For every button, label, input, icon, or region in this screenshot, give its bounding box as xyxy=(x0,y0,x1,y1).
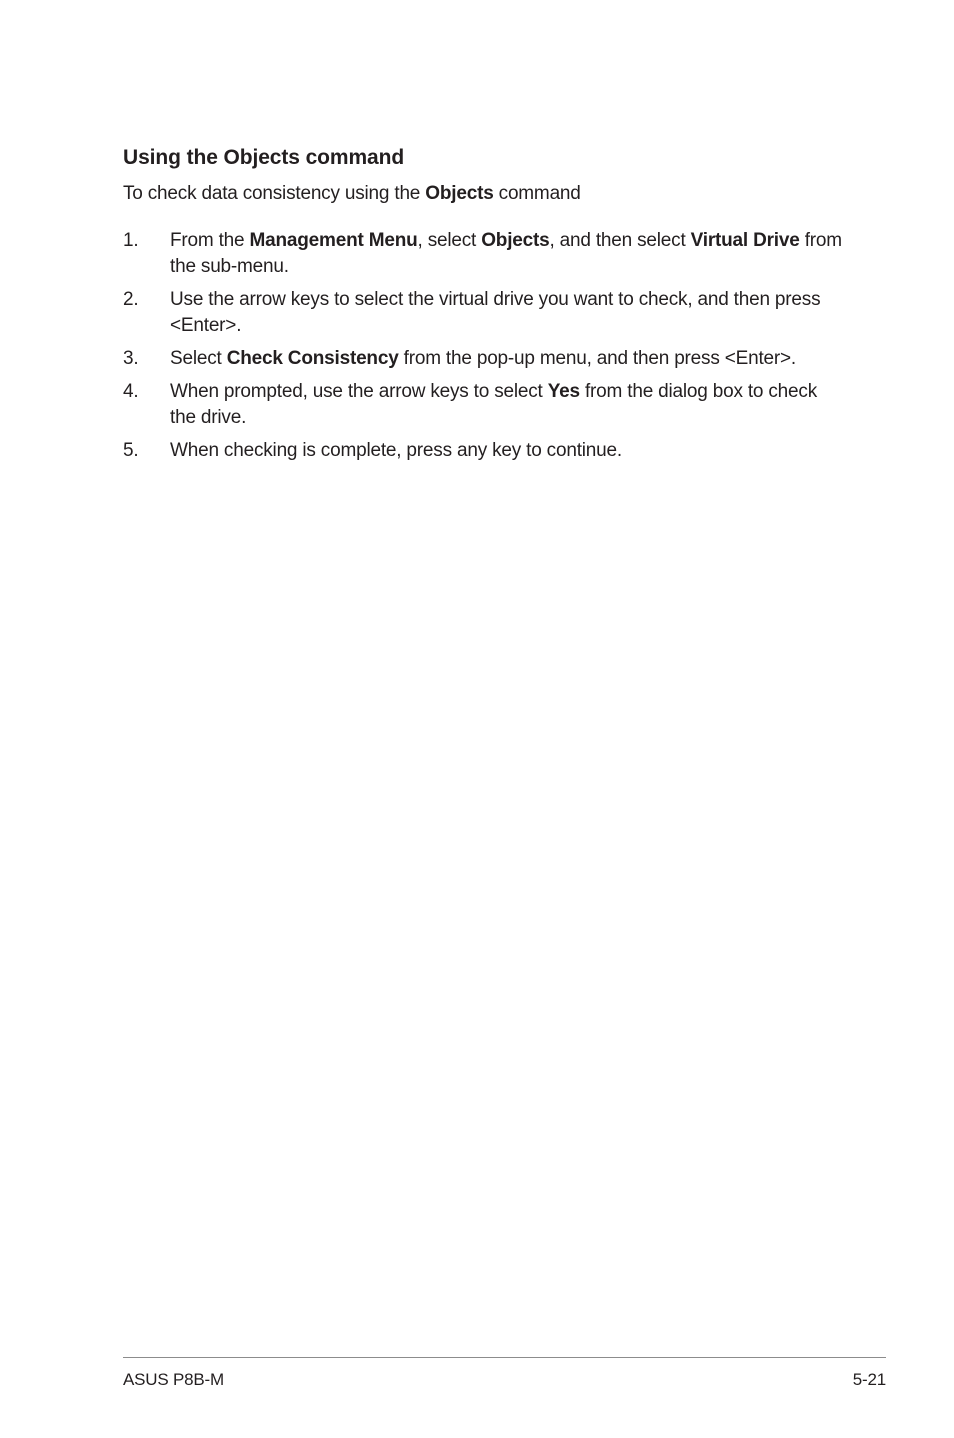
intro-bold-objects: Objects xyxy=(425,183,494,204)
step-number: 5. xyxy=(123,440,139,461)
footer-page-number: 5-21 xyxy=(852,1370,886,1389)
footer-divider xyxy=(123,1357,886,1358)
intro-text-after: command xyxy=(493,183,581,204)
step-text-part: from the dialog box to check the drive. xyxy=(170,381,817,428)
step-text-part: from the pop-up menu, and then press <Enter>. xyxy=(398,348,797,369)
step-bold-management-menu: Management Menu xyxy=(249,230,418,251)
step-4 xyxy=(123,379,843,431)
step-3 xyxy=(123,346,843,372)
step-text-part: When prompted, use the arrow keys to select xyxy=(170,381,548,402)
step-text-part: Select xyxy=(170,348,227,369)
step-bold-objects: Objects xyxy=(481,230,550,251)
step-bold-check-consistency: Check Consistency xyxy=(226,348,399,369)
step-5 xyxy=(123,438,843,464)
intro-paragraph xyxy=(123,183,581,205)
step-bold-virtual-drive: Virtual Drive xyxy=(690,230,800,251)
section-title: Using the Objects command xyxy=(123,146,405,169)
step-text-part: , and then select xyxy=(549,230,691,251)
step-text-part: , select xyxy=(417,230,482,251)
intro-text-before: To check data consistency using the xyxy=(123,183,426,204)
step-number: 4. xyxy=(123,381,139,402)
step-text xyxy=(170,381,817,428)
step-number: 3. xyxy=(123,348,139,369)
step-text xyxy=(170,230,842,277)
footer-product-name: ASUS P8B-M xyxy=(123,1370,224,1389)
step-text: Use the arrow keys to select the virtual drive you want to check, and then press <Enter>. xyxy=(170,289,821,336)
step-number: 2. xyxy=(123,289,139,310)
steps-list xyxy=(123,228,843,471)
step-bold-yes: Yes xyxy=(547,381,580,402)
step-text: When checking is complete, press any key to continue. xyxy=(170,440,622,461)
step-2 xyxy=(123,287,843,339)
step-text-part: From the xyxy=(170,230,250,251)
step-number: 1. xyxy=(123,230,139,251)
step-text xyxy=(170,348,796,369)
step-text-part: from the sub-menu. xyxy=(170,230,842,277)
step-1 xyxy=(123,228,843,280)
